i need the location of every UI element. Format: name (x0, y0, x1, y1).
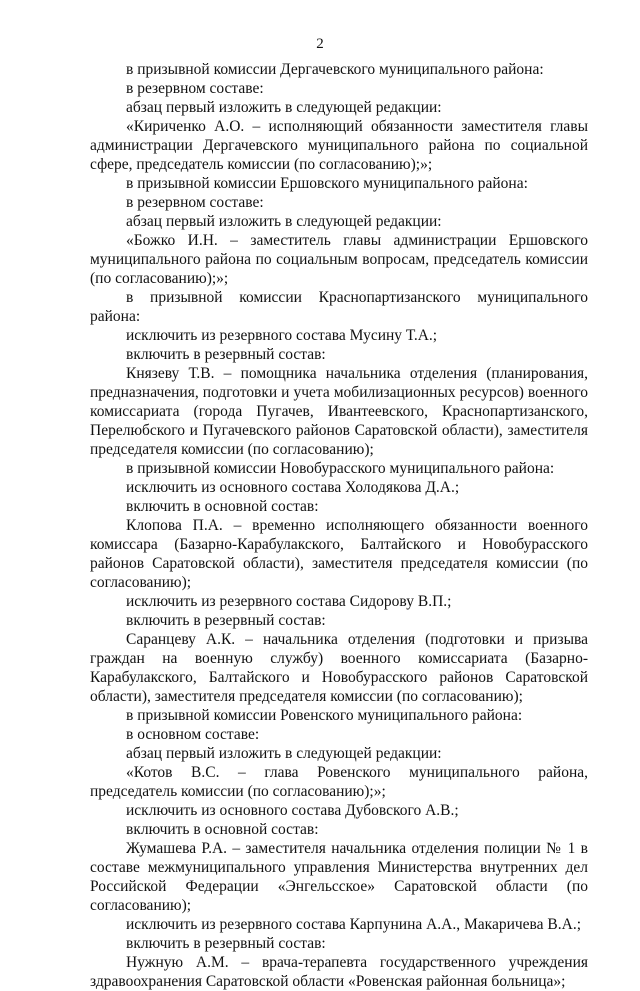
paragraph: абзац первый изложить в следующей редакции: (126, 745, 442, 762)
paragraph: исключить из основного состава Дубовского А.В.; (126, 802, 459, 819)
paragraph: Жумашева Р.А. – заместителя начальника отделения полиции № 1 в составе межмуниципального управления Министерства внутренних дел Российской Федерации «Энгельсское» Саратовской области (по согласованию); (90, 840, 588, 914)
paragraph: включить в резервный состав: (126, 935, 326, 952)
paragraph: в призывной комиссии Ершовского муниципального района: (126, 175, 528, 192)
paragraph: в призывной комиссии Краснопартизанского муниципального района: (90, 289, 588, 325)
paragraph: абзац первый изложить в следующей редакции: (126, 213, 442, 230)
paragraph: исключить из резервного состава Сидорову В.П.; (126, 593, 452, 610)
paragraph: включить в резервный состав: (126, 346, 326, 363)
paragraph: в призывной комиссии Ровенского муниципального района: (126, 707, 523, 724)
paragraph: включить в основной состав: (126, 498, 319, 515)
paragraph: исключить из резервного состава Мусину Т.А.; (126, 327, 438, 344)
document-body (90, 60, 588, 991)
paragraph: включить в основной состав: (126, 821, 319, 838)
paragraph: в резервном составе: (126, 194, 264, 211)
paragraph: в резервном составе: (126, 80, 264, 97)
paragraph: Нужную А.М. – врача-терапевта государственного учреждения здравоохранения Саратовской области «Ровенская районная больница»; (90, 954, 588, 990)
paragraph: исключить из основного состава Холодякова Д.А.; (126, 479, 460, 496)
paragraph: «Котов В.С. – глава Ровенского муниципального района, председатель комиссии (по согласованию);»; (90, 764, 588, 800)
paragraph: абзац первый изложить в следующей редакции: (126, 99, 442, 116)
paragraph: в призывной комиссии Дергачевского муниципального района: (126, 61, 544, 78)
paragraph: в основном составе: (126, 726, 260, 743)
paragraph: «Божко И.Н. – заместитель главы администрации Ершовского муниципального района по социальным вопросам, председатель комиссии (по согласованию);»; (90, 232, 588, 287)
paragraph: Князеву Т.В. – помощника начальника отделения (планирования, предназначения, подготовки и учета мобилизационных ресурсов) военного комиссариата (города Пугачев, Ивантеевского, Краснопартизанского, Перелюбского и Пугачевского районов Саратовской области), заместителя председателя комиссии (по согласованию); (90, 365, 588, 458)
paragraph: Саранцеву А.К. – начальника отделения (подготовки и призыва граждан на военную службу) военного комиссариата (Базарно-Карабулакского, Балтайского и Новобурасского районов Саратовской области), заместителя председателя комиссии (по согласованию); (90, 631, 588, 705)
page-number: 2 (316, 36, 324, 52)
paragraph: Клопова П.А. – временно исполняющего обязанности военного комиссара (Базарно-Карабулакского, Балтайского и Новобурасского районов Саратовской области), заместителя председателя комиссии (по согласованию); (90, 517, 588, 591)
paragraph: включить в резервный состав: (126, 612, 326, 629)
paragraph: исключить из резервного состава Карпунина А.А., Макаричева В.А.; (126, 916, 582, 933)
paragraph: в призывной комиссии Новобурасского муниципального района: (126, 460, 555, 477)
paragraph: «Кириченко А.О. – исполняющий обязанности заместителя главы администрации Дергачевского муниципального района по социальной сфере, председатель комиссии (по согласованию);»; (90, 118, 588, 173)
